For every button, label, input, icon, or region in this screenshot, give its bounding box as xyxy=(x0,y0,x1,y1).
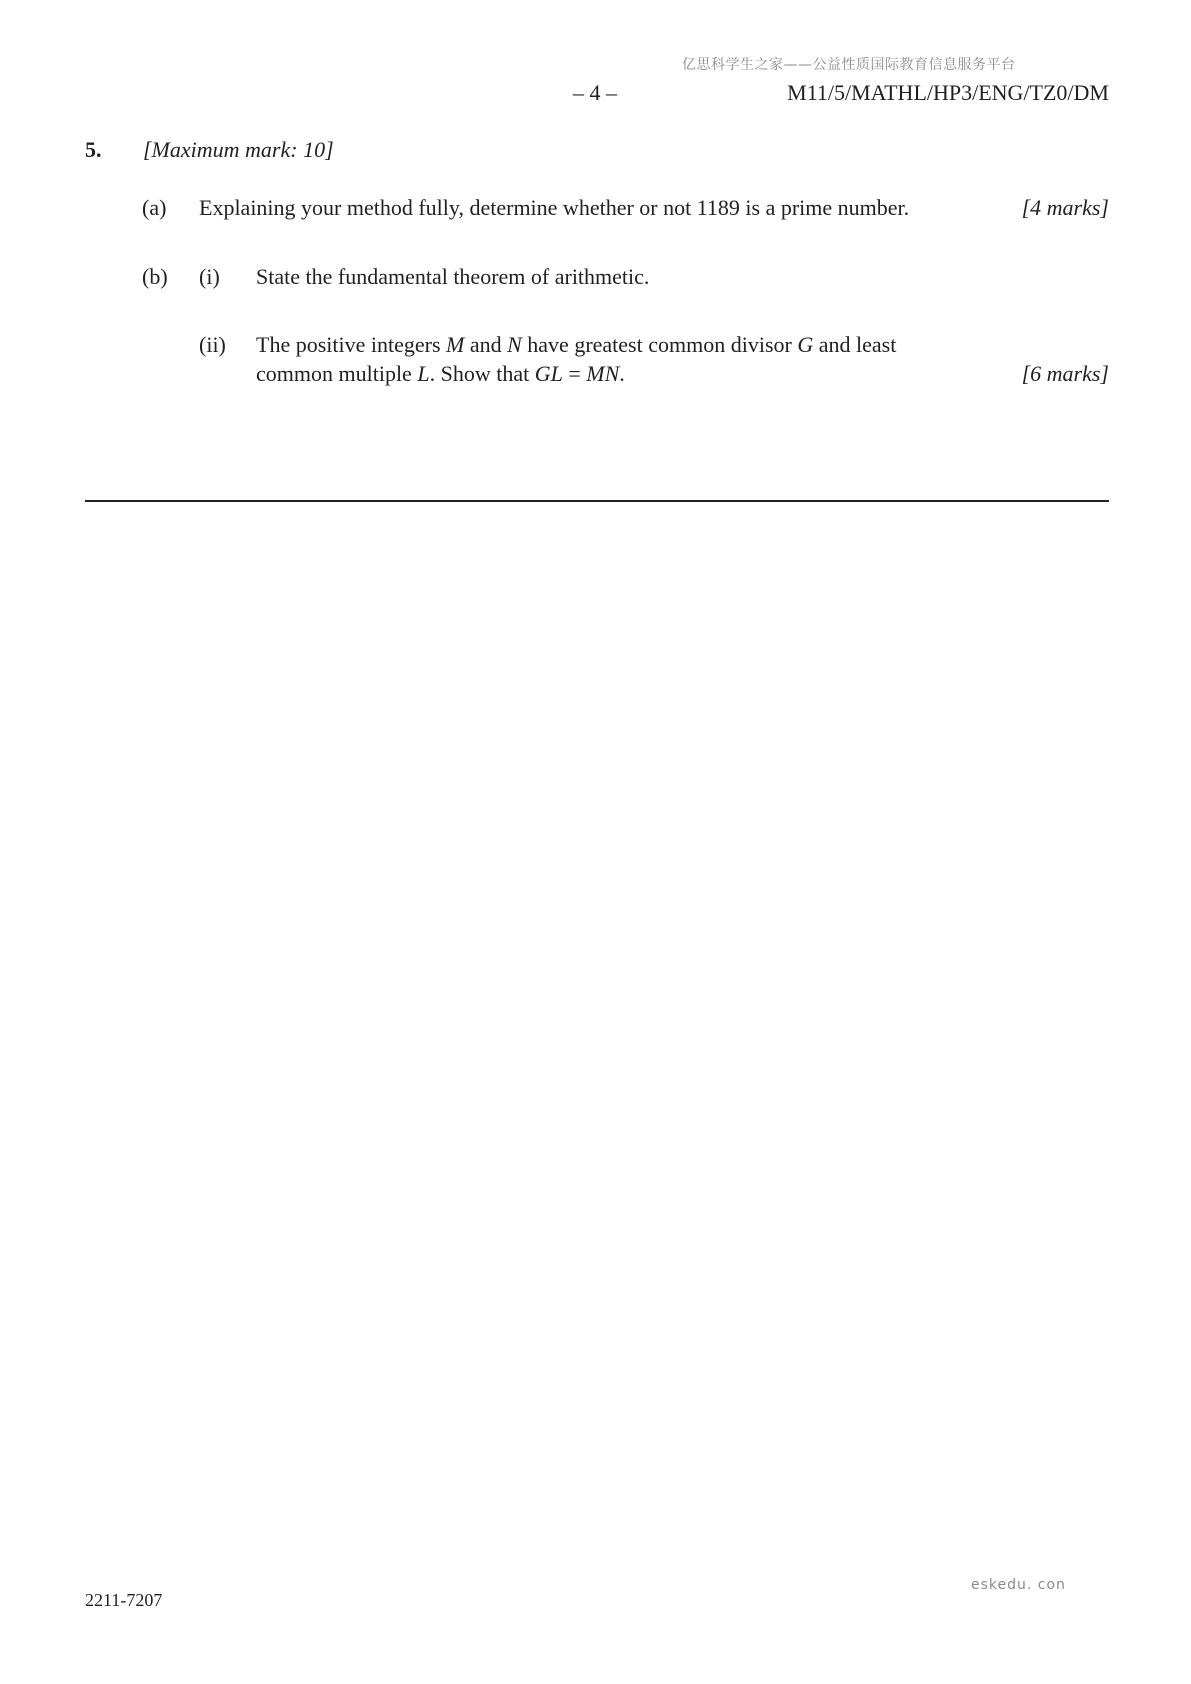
watermark-top: 亿思科学生之家——公益性质国际教育信息服务平台 xyxy=(682,57,1016,73)
watermark-bottom: eskedu. con xyxy=(971,1577,1066,1593)
part-b-ii-label: (ii) xyxy=(199,332,226,357)
part-b-i-label: (i) xyxy=(199,264,220,289)
variable-l: L xyxy=(417,361,430,386)
part-a-label: (a) xyxy=(142,195,167,220)
equation-gl: GL xyxy=(534,361,563,386)
part-b-i-text: State the fundamental theorem of arithmetic. xyxy=(256,264,650,289)
part-b-label: (b) xyxy=(142,264,168,289)
paper-code: M11/5/MATHL/HP3/ENG/TZ0/DM xyxy=(787,80,1109,105)
variable-m: M xyxy=(446,332,465,357)
footer-code: 2211-7207 xyxy=(85,1590,163,1610)
page-number: – 4 – xyxy=(573,80,617,105)
variable-n: N xyxy=(507,332,522,357)
question-max-mark: [Maximum mark: 10] xyxy=(143,137,334,162)
part-b-ii-line-2: common multiple L. Show that GL = MN. xyxy=(256,361,625,386)
equation-mn: MN xyxy=(586,361,620,386)
part-a-text: Explaining your method fully, determine whether or not 1189 is a prime number. xyxy=(199,195,910,220)
question-number: 5. xyxy=(85,137,102,162)
variable-g: G xyxy=(797,332,814,357)
part-b-marks: [6 marks] xyxy=(1021,361,1109,386)
part-b-ii-line-1: The positive integers M and N have greatest common divisor G and least xyxy=(256,332,897,357)
section-divider xyxy=(85,500,1109,502)
part-a-marks: [4 marks] xyxy=(1021,195,1109,220)
